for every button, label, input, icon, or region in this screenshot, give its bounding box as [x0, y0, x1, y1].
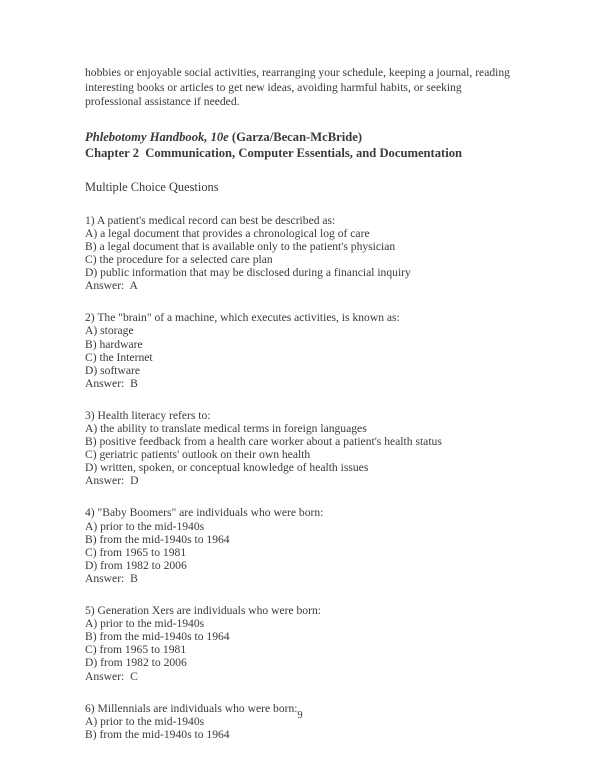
question-option: B) positive feedback from a health care worker about a patient's health status [85, 435, 442, 449]
page-number: 9 [297, 710, 303, 721]
question-answer: Answer: D [85, 474, 139, 488]
question-answer: Answer: B [85, 376, 138, 390]
question-option: A) the ability to translate medical terms in foreign languages [85, 422, 367, 435]
question-option: C) from 1965 to 1981 [85, 545, 187, 559]
question-option: B) hardware [85, 337, 143, 351]
question-block-6 [85, 702, 515, 741]
question-block-2 [85, 311, 515, 390]
question-stem: 2) The "brain" of a machine, which executes activities, is known as: [85, 311, 400, 325]
question-block-3 [85, 409, 515, 488]
question-block-1 [85, 214, 515, 293]
question-option: D) public information that may be disclosed during a financial inquiry [85, 266, 411, 280]
question-stem: 6) Millennials are individuals who were born: [85, 701, 298, 715]
question-option: A) a legal document that provides a chronological log of care [85, 226, 370, 240]
question-stem: 3) Health literacy refers to: [85, 408, 211, 422]
question-option: D) from 1982 to 2006 [85, 558, 187, 572]
question-option: C) from 1965 to 1981 [85, 643, 187, 657]
book-title-line [85, 129, 515, 145]
question-block-5 [85, 604, 515, 683]
question-stem: 1) A patient's medical record can best be described as: [85, 213, 336, 227]
book-title-italic: Phlebotomy Handbook, 10e [85, 129, 229, 144]
question-option: A) storage [85, 324, 134, 338]
question-option: C) geriatric patients' outlook on their own health [85, 448, 311, 462]
continued-paragraph: hobbies or enjoyable social activities, rearranging your schedule, keeping a journal, reading interesting books or articles to get new ideas, avoiding harmful habits, or seeking professional assistance if needed. [85, 66, 510, 109]
question-stem: 4) "Baby Boomers" are individuals who were born: [85, 506, 324, 520]
question-stem: 5) Generation Xers are individuals who were born: [85, 604, 321, 618]
question-option: B) a legal document that is available only to the patient's physician [85, 239, 396, 253]
page-content [85, 66, 515, 741]
question-option: A) prior to the mid-1940s [85, 519, 205, 533]
question-answer: Answer: C [85, 669, 138, 683]
question-option: A) prior to the mid-1940s [85, 714, 205, 728]
question-option: D) from 1982 to 2006 [85, 656, 187, 670]
question-block-4 [85, 506, 515, 585]
question-answer: Answer: A [85, 279, 138, 293]
question-option: B) from the mid-1940s to 1964 [85, 630, 230, 644]
section-heading: Multiple Choice Questions [85, 179, 219, 194]
chapter-title: Chapter 2 Communication, Computer Essentials, and Documentation [85, 145, 463, 160]
question-option: B) from the mid-1940s to 1964 [85, 727, 230, 741]
question-option: B) from the mid-1940s to 1964 [85, 532, 230, 546]
question-answer: Answer: B [85, 571, 138, 585]
question-option: D) software [85, 363, 141, 377]
question-option: A) prior to the mid-1940s [85, 617, 205, 631]
question-option: D) written, spoken, or conceptual knowledge of health issues [85, 461, 369, 475]
question-option: C) the procedure for a selected care plan [85, 253, 273, 267]
question-option: C) the Internet [85, 350, 153, 364]
book-title-block [85, 129, 515, 161]
book-authors: (Garza/Becan-McBride) [228, 129, 363, 144]
